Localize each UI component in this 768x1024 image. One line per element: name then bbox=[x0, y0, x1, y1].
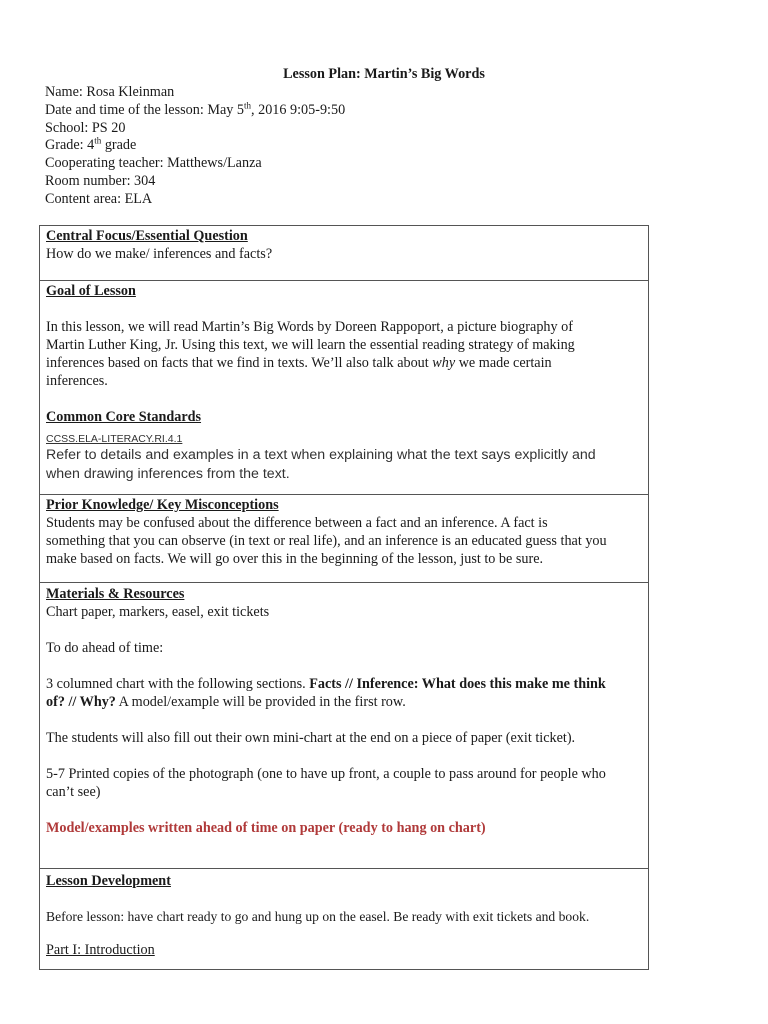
room-number: Room number: 304 bbox=[45, 172, 156, 189]
ccss-text-line-1: Refer to details and examples in a text when explaining what the text says explicitly and bbox=[46, 447, 596, 463]
lesson-date: Date and time of the lesson: May 5th, 2016 9:05-9:50 bbox=[45, 100, 346, 118]
materials-cell bbox=[40, 582, 648, 868]
standards-heading: Common Core Standards bbox=[46, 409, 202, 425]
part-one-heading: Part I: Introduction bbox=[46, 942, 155, 958]
materials-ahead: To do ahead of time: bbox=[46, 640, 164, 656]
materials-heading: Materials & Resources bbox=[46, 586, 185, 602]
materials-minichart: The students will also fill out their own mini-chart at the end on a piece of paper (exit ticket). bbox=[46, 730, 576, 746]
teacher-name: Name: Rosa Kleinman bbox=[45, 84, 175, 100]
lesson-plan-table bbox=[39, 225, 649, 970]
materials-photo-line-2: can’t see) bbox=[46, 784, 101, 800]
school: School: PS 20 bbox=[45, 119, 126, 136]
central-focus-cell bbox=[40, 226, 648, 280]
goal-line-1: In this lesson, we will read Martin’s Big Words by Doreen Rappoport, a picture biography of bbox=[46, 319, 573, 335]
lesson-development-cell bbox=[40, 868, 648, 969]
central-focus-heading: Central Focus/Essential Question bbox=[46, 228, 248, 244]
goal-line-4: inferences. bbox=[46, 373, 108, 389]
development-before: Before lesson: have chart ready to go and hung up on the easel. Be ready with exit tickets and book. bbox=[46, 909, 590, 924]
cooperating-teacher: Cooperating teacher: Matthews/Lanza bbox=[45, 155, 262, 172]
prior-line-2: something that you can observe (in text or real life), and an inference is an educated guess that you bbox=[46, 533, 607, 549]
materials-chart-line-1: 3 columned chart with the following sections. Facts // Inference: What does this make me think bbox=[46, 676, 606, 692]
prior-knowledge-heading: Prior Knowledge/ Key Misconceptions bbox=[46, 497, 279, 513]
materials-list: Chart paper, markers, easel, exit tickets bbox=[46, 604, 270, 620]
prior-knowledge-cell bbox=[40, 494, 648, 582]
ccss-text-line-2: when drawing inferences from the text. bbox=[46, 465, 290, 482]
goal-line-3: inferences based on facts that we find in texts. We’ll also talk about why we made certain bbox=[46, 355, 552, 371]
prior-line-1: Students may be confused about the difference between a fact and an inference. A fact is bbox=[46, 515, 548, 531]
prior-line-3: make based on facts. We will go over this in the beginning of the lesson, just to be sure. bbox=[46, 551, 544, 567]
materials-photo-line-1: 5-7 Printed copies of the photograph (one to have up front, a couple to pass around for people who bbox=[46, 766, 606, 782]
central-focus-text: How do we make/ inferences and facts? bbox=[46, 246, 273, 262]
grade: Grade: 4th grade bbox=[45, 135, 137, 154]
lesson-development-heading: Lesson Development bbox=[46, 873, 171, 889]
goal-heading: Goal of Lesson bbox=[46, 283, 136, 299]
goal-line-2: Martin Luther King, Jr. Using this text, we will learn the essential reading strategy of making bbox=[46, 337, 575, 353]
ccss-code-link[interactable]: CCSS.ELA-LITERACY.RI.4.1 bbox=[46, 433, 183, 445]
goal-cell bbox=[40, 280, 648, 494]
materials-model-note: Model/examples written ahead of time on paper (ready to hang on chart) bbox=[46, 820, 486, 836]
document-title: Lesson Plan: Martin’s Big Words bbox=[283, 66, 485, 82]
content-area: Content area: ELA bbox=[45, 190, 153, 207]
materials-chart-line-2: of? // Why? A model/example will be provided in the first row. bbox=[46, 694, 406, 710]
lesson-header bbox=[45, 83, 345, 208]
